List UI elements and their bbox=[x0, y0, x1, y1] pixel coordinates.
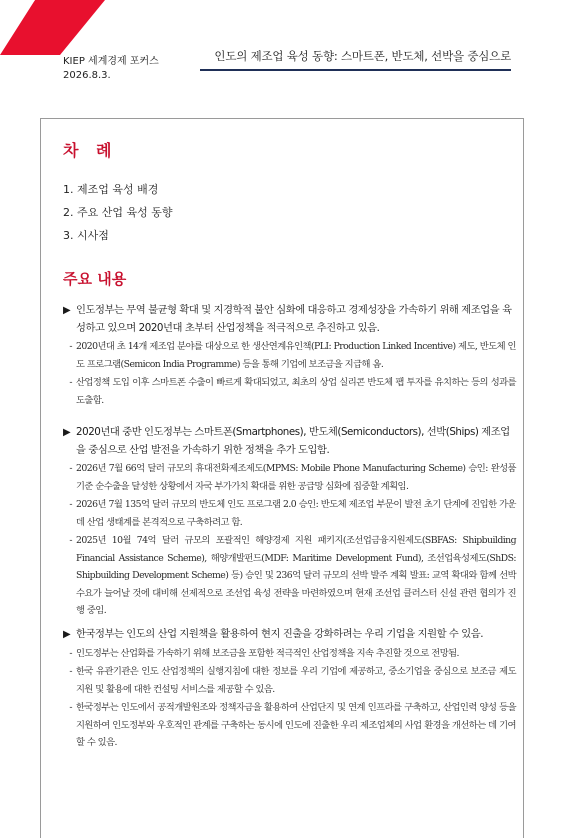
triangle-bullet-icon: ▶ bbox=[63, 427, 71, 438]
summary-sub-item: - 한국정부는 인도에서 공적개발원조와 정책자금을 활용하여 산업단지 및 연계 인프라를 구축하고, 산업인력 양성 등을 지원하여 인도정부와 우호적인 관계를 구축하는 동시에 인도에 진출한 우리 제조업체의 사업 환경을 개선하는 데 기여할 수 있음. bbox=[63, 699, 516, 752]
summary-bullet: ▶ 인도정부는 무역 불균형 확대 및 지경학적 불안 심화에 대응하고 경제성장을 가속하기 위해 제조업을 육성하고 있으며 2020년대 초부터 산업정책을 적극적으로 추진하고 있음. bbox=[63, 302, 516, 337]
dash-icon: - bbox=[69, 463, 72, 474]
header-publication bbox=[63, 55, 159, 83]
summary-sub-item: - 2026년 7월 135억 달러 규모의 반도체 인도 프로그램 2.0 승인: 반도체 제조업 부문이 발전 초기 단계에 진입한 가운데 산업 생태계를 본격적으로 구축하려고 함. bbox=[63, 496, 516, 531]
summary-sub-item: - 2020년대 초 14개 제조업 분야를 대상으로 한 생산연계유인책(PLI: Production Linked Incentive) 제도, 반도체 인도 프로그램(Semicon India Programme) 등을 통해 기업에 보조금을 지급해 옴. bbox=[63, 338, 516, 373]
dash-icon: - bbox=[69, 341, 72, 352]
dash-icon: - bbox=[69, 377, 72, 388]
summary-title: 주요 내용 bbox=[63, 270, 127, 288]
toc-list bbox=[63, 178, 173, 247]
dash-icon: - bbox=[69, 499, 72, 510]
summary-section-2 bbox=[63, 424, 516, 620]
summary-sub-item: - 2025년 10월 74억 달러 규모의 포괄적인 해양경제 지원 패키지(조선업금융지원제도(SBFAS: Shipbuilding Financial Assistance Scheme), 해양개발펀드(MDF: Maritime Development Fund), 조선업육성제도(ShDS: Shipbuilding Development Scheme) 등) 승인 및 236억 달러 규모의 선박 발주 계획 발표: 교역 확대와 함께 선박 수요가 늘어날 것에 대비해 선제적으로 조선업 육성 전략을 마련하였으며 현재 조선업 클러스터 신설 관련 협의가 진행 중임. bbox=[63, 532, 516, 620]
summary-sub-item: - 2026년 7월 66억 달러 규모의 휴대전화제조제도(MPMS: Mobile Phone Manufacturing Scheme) 승인: 완성품 기준 순수출을 달성한 상황에서 자국 부가가치 확대를 위한 공급망 심화에 집중할 계획임. bbox=[63, 460, 516, 495]
dash-icon: - bbox=[69, 702, 72, 713]
triangle-bullet-icon: ▶ bbox=[63, 305, 71, 316]
dash-icon: - bbox=[69, 666, 72, 677]
header-title: 인도의 제조업 육성 동향: 스마트폰, 반도체, 선박을 중심으로 bbox=[214, 49, 511, 63]
toc-title: 차 례 bbox=[63, 141, 118, 160]
summary-sub-item: - 산업정책 도입 이후 스마트폰 수출이 빠르게 확대되었고, 최초의 상업 실리콘 반도체 팹 투자를 유치하는 등의 성과를 도출함. bbox=[63, 374, 516, 409]
summary-section-1 bbox=[63, 302, 516, 409]
dash-icon: - bbox=[69, 647, 72, 659]
header-org-line: KIEP 세계경제 포커스 bbox=[63, 56, 159, 67]
toc-item: 2. 주요 산업 육성 동향 bbox=[63, 206, 173, 219]
toc-item: 3. 시사점 bbox=[63, 229, 109, 242]
summary-bullet: ▶ 한국정부는 인도의 산업 지원책을 활용하여 현지 진출을 강화하려는 우리 기업을 지원할 수 있음. bbox=[63, 626, 516, 644]
summary-sub-item: - 인도정부는 산업화를 가속하기 위해 보조금을 포함한 적극적인 산업정책을 지속 추진할 것으로 전망됨. bbox=[63, 645, 516, 663]
triangle-bullet-icon: ▶ bbox=[63, 629, 71, 640]
summary-sub-item: - 한국 유관기관은 인도 산업정책의 실행지침에 대한 정보를 우리 기업에 제공하고, 중소기업을 중심으로 보조금 제도 지원 및 활용에 대한 컨설팅 서비스를 제공할 수 있음. bbox=[63, 663, 516, 698]
summary-bullet: ▶ 2020년대 중반 인도정부는 스마트폰(Smartphones), 반도체(Semiconductors), 선박(Ships) 제조업을 중심으로 산업 발전을 가속하기 위한 정책을 추가 도입함. bbox=[63, 424, 516, 459]
toc-item: 1. 제조업 육성 배경 bbox=[63, 183, 159, 196]
summary-section-3 bbox=[63, 626, 516, 752]
header-rule bbox=[200, 69, 511, 71]
dash-icon: - bbox=[69, 535, 72, 546]
header-date: 2026.8.3. bbox=[63, 70, 111, 81]
kiep-logo-icon bbox=[0, 0, 120, 60]
